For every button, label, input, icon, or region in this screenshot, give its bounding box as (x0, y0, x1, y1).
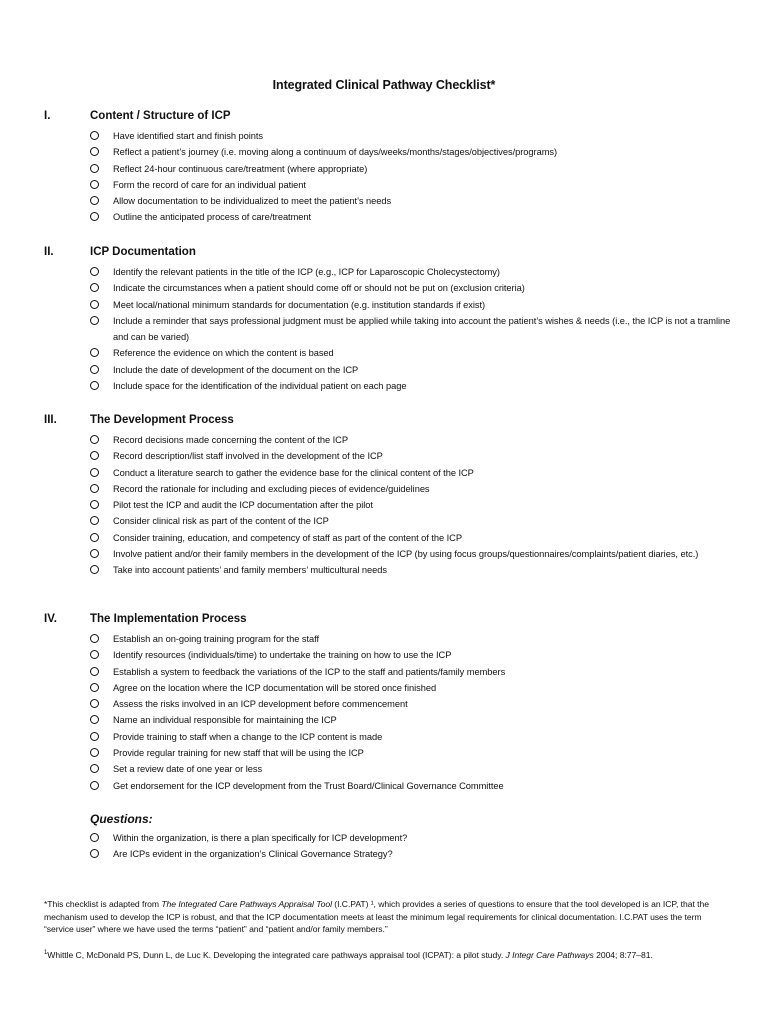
checkbox-circle-icon[interactable] (90, 764, 99, 773)
checkbox-circle-icon[interactable] (90, 316, 99, 325)
checklist-item (44, 631, 734, 647)
checklist-item-text: Involve patient and/or their family members in the development of the ICP (by using focus groups/questionnaires/complaints/patient diaries, etc.) (113, 549, 699, 560)
section-number: IV. (44, 613, 58, 625)
checklist-item-text: Reflect a patient’s journey (i.e. moving along a continuum of days/weeks/months/stages/objectives/programs) (113, 147, 558, 158)
checklist-item (44, 664, 734, 680)
checklist-item (44, 128, 734, 144)
checklist-item-text: Take into account patients’ and family members’ multicultural needs (113, 565, 387, 576)
section-number: III. (44, 414, 57, 426)
checklist-items (44, 264, 734, 394)
checkbox-circle-icon[interactable] (90, 484, 99, 493)
checklist-item (44, 432, 734, 448)
checklist-item (44, 193, 734, 209)
checklist-item-text: Record the rationale for including and excluding pieces of evidence/guidelines (113, 483, 430, 494)
checklist-item (44, 362, 734, 378)
checklist-item (44, 345, 734, 361)
checkbox-circle-icon[interactable] (90, 381, 99, 390)
checklist-item (44, 712, 734, 728)
checkbox-circle-icon[interactable] (90, 131, 99, 140)
checkbox-circle-icon[interactable] (90, 533, 99, 542)
checkbox-circle-icon[interactable] (90, 164, 99, 173)
checklist-item-text: Consider training, education, and competency of staff as part of the content of the ICP (113, 532, 462, 543)
checklist-item-text: Establish an on-going training program for the staff (113, 634, 320, 644)
footnote-text: *This checklist is adapted from (44, 899, 162, 909)
checklist-items (44, 432, 734, 579)
section-title: Content / Structure of ICP (90, 110, 231, 122)
checklist-item (44, 761, 734, 777)
checkbox-circle-icon[interactable] (90, 549, 99, 558)
checkbox-circle-icon[interactable] (90, 781, 99, 790)
checkbox-circle-icon[interactable] (90, 634, 99, 643)
checklist-item-text: Pilot test the ICP and audit the ICP documentation after the pilot (113, 500, 373, 511)
checklist-items (44, 128, 734, 226)
checkbox-circle-icon[interactable] (90, 715, 99, 724)
checklist-item-text: Identify resources (individuals/time) to undertake the training on how to use the ICP (113, 650, 452, 661)
checklist-item (44, 778, 734, 794)
checklist-item-text: Assess the risks involved in an ICP development before commencement (113, 699, 408, 710)
section-implementation-process (44, 613, 734, 794)
checklist-item (44, 830, 734, 846)
checkbox-circle-icon[interactable] (90, 565, 99, 574)
checkbox-circle-icon[interactable] (90, 833, 99, 842)
checkbox-circle-icon[interactable] (90, 196, 99, 205)
section-icp-documentation (44, 246, 734, 394)
checkbox-circle-icon[interactable] (90, 283, 99, 292)
section-heading (44, 812, 734, 830)
checklist-item-text: Include a reminder that says professional judgment must be applied while taking into account the patient’s wishes & needs (i.e., the ICP is not a tramline and can be varied) (113, 315, 731, 343)
checklist-item (44, 546, 734, 562)
footnote-adaptation (44, 898, 724, 936)
section-title: ICP Documentation (90, 246, 196, 258)
checklist-item-text: Record description/list staff involved in the development of the ICP (113, 451, 383, 462)
checklist-item (44, 313, 734, 346)
checklist-item (44, 448, 734, 464)
checkbox-circle-icon[interactable] (90, 147, 99, 156)
checklist-item-text: Get endorsement for the ICP development from the Trust Board/Clinical Governance Committee (113, 780, 504, 791)
checklist-item-text: Conduct a literature search to gather the evidence base for the clinical content of the ICP (113, 467, 474, 478)
section-heading (44, 246, 734, 264)
checklist-item (44, 745, 734, 761)
checklist-item (44, 465, 734, 481)
checkbox-circle-icon[interactable] (90, 516, 99, 525)
tool-name: The Integrated Care Pathways Appraisal Tool (161, 899, 332, 909)
checkbox-circle-icon[interactable] (90, 468, 99, 477)
checkbox-circle-icon[interactable] (90, 365, 99, 374)
checklist-item (44, 264, 734, 280)
checkbox-circle-icon[interactable] (90, 650, 99, 659)
footnote-text: (I.C.PAT) ¹, which provides a series of questions to ensure that the tool developed is an ICP, that the mechanism used to develop the ICP is robust, and that the ICP documentation meets at least the minimum legal requirements for clinical documentation. I.C.PAT uses the term “service user” where we have used the terms “patient” and “patient and/or family members.” (44, 899, 709, 934)
checklist-item (44, 846, 734, 862)
section-development-process (44, 414, 734, 579)
checklist-item-text: Provide regular training for new staff that will be using the ICP (113, 748, 364, 759)
checklist-item (44, 647, 734, 663)
checkbox-circle-icon[interactable] (90, 849, 99, 858)
section-title: The Implementation Process (90, 613, 247, 625)
checklist-item (44, 530, 734, 546)
checklist-item-text: Are ICPs evident in the organization’s Clinical Governance Strategy? (113, 849, 393, 860)
checklist-item-text: Indicate the circumstances when a patient should come off or should not be put on (exclusion criteria) (113, 283, 525, 294)
checkbox-circle-icon[interactable] (90, 348, 99, 357)
checkbox-circle-icon[interactable] (90, 683, 99, 692)
checkbox-circle-icon[interactable] (90, 732, 99, 741)
checklist-item-text: Within the organization, is there a plan specifically for ICP development? (113, 833, 408, 843)
checkbox-circle-icon[interactable] (90, 451, 99, 460)
question-items (44, 830, 734, 863)
checklist-item (44, 161, 734, 177)
footnote-mark: 1 (44, 950, 48, 957)
section-heading (44, 414, 734, 432)
checkbox-circle-icon[interactable] (90, 212, 99, 221)
section-number: I. (44, 110, 51, 122)
section-heading (44, 613, 734, 631)
checklist-item (44, 513, 734, 529)
checkbox-circle-icon[interactable] (90, 180, 99, 189)
checklist-item-text: Reference the evidence on which the content is based (113, 348, 334, 359)
checklist-item-text: Name an individual responsible for maintaining the ICP (113, 715, 337, 726)
checklist-item (44, 680, 734, 696)
checklist-item (44, 497, 734, 513)
checklist-item-text: Form the record of care for an individual patient (113, 179, 306, 190)
section-heading (44, 110, 734, 128)
checkbox-circle-icon[interactable] (90, 699, 99, 708)
checklist-item-text: Meet local/national minimum standards for documentation (e.g. institution standards if exist) (113, 299, 486, 310)
checklist-items (44, 631, 734, 794)
checklist-item-text: Outline the anticipated process of care/treatment (113, 212, 312, 223)
checklist-item (44, 177, 734, 193)
section-number: II. (44, 246, 54, 258)
checklist-item-text: Set a review date of one year or less (113, 764, 263, 775)
checkbox-circle-icon[interactable] (90, 267, 99, 276)
checkbox-circle-icon[interactable] (90, 748, 99, 757)
checklist-item (44, 696, 734, 712)
checklist-item-text: Record decisions made concerning the content of the ICP (113, 435, 348, 445)
checklist-item-text: Reflect 24-hour continuous care/treatment (where appropriate) (113, 163, 368, 174)
section-title: The Development Process (90, 414, 234, 426)
checkbox-circle-icon[interactable] (90, 500, 99, 509)
checklist-item (44, 280, 734, 296)
checklist-item (44, 481, 734, 497)
journal-name: J Integr Care Pathways (505, 950, 594, 960)
checklist-item (44, 562, 734, 578)
checkbox-circle-icon[interactable] (90, 435, 99, 444)
section-title: Questions: (90, 812, 153, 826)
checklist-item-text: Provide training to staff when a change to the ICP content is made (113, 731, 383, 742)
checklist-item (44, 144, 734, 160)
page-title: Integrated Clinical Pathway Checklist* (272, 78, 496, 92)
reference-authors: Whittle C, McDonald PS, Dunn L, de Luc K. Developing the integrated care pathways appraisal tool (ICPAT): a pilot study. (47, 950, 506, 960)
section-content-structure (44, 110, 734, 226)
checklist-item-text: Have identified start and finish points (113, 131, 263, 141)
checkbox-circle-icon[interactable] (90, 300, 99, 309)
reference-citation: 2004; 8:77–81. (593, 950, 653, 960)
checklist-item-text: Establish a system to feedback the variations of the ICP to the staff and patients/family members (113, 666, 506, 677)
checklist-item-text: Consider clinical risk as part of the content of the ICP (113, 516, 329, 527)
checklist-item-text: Include space for the identification of the individual patient on each page (113, 381, 407, 392)
checklist-item (44, 378, 734, 394)
footnote-reference (44, 949, 724, 962)
section-questions (44, 812, 734, 863)
checklist-item-text: Identify the relevant patients in the title of the ICP (e.g., ICP for Laparoscopic Cholecystectomy) (113, 267, 500, 277)
checklist-item (44, 297, 734, 313)
checklist-item-text: Include the date of development of the document on the ICP (113, 364, 359, 375)
checklist-item (44, 729, 734, 745)
checklist-item (44, 209, 734, 225)
checklist-item-text: Allow documentation to be individualized to meet the patient’s needs (113, 196, 392, 207)
checklist-item-text: Agree on the location where the ICP documentation will be stored once finished (113, 682, 437, 693)
checkbox-circle-icon[interactable] (90, 667, 99, 676)
